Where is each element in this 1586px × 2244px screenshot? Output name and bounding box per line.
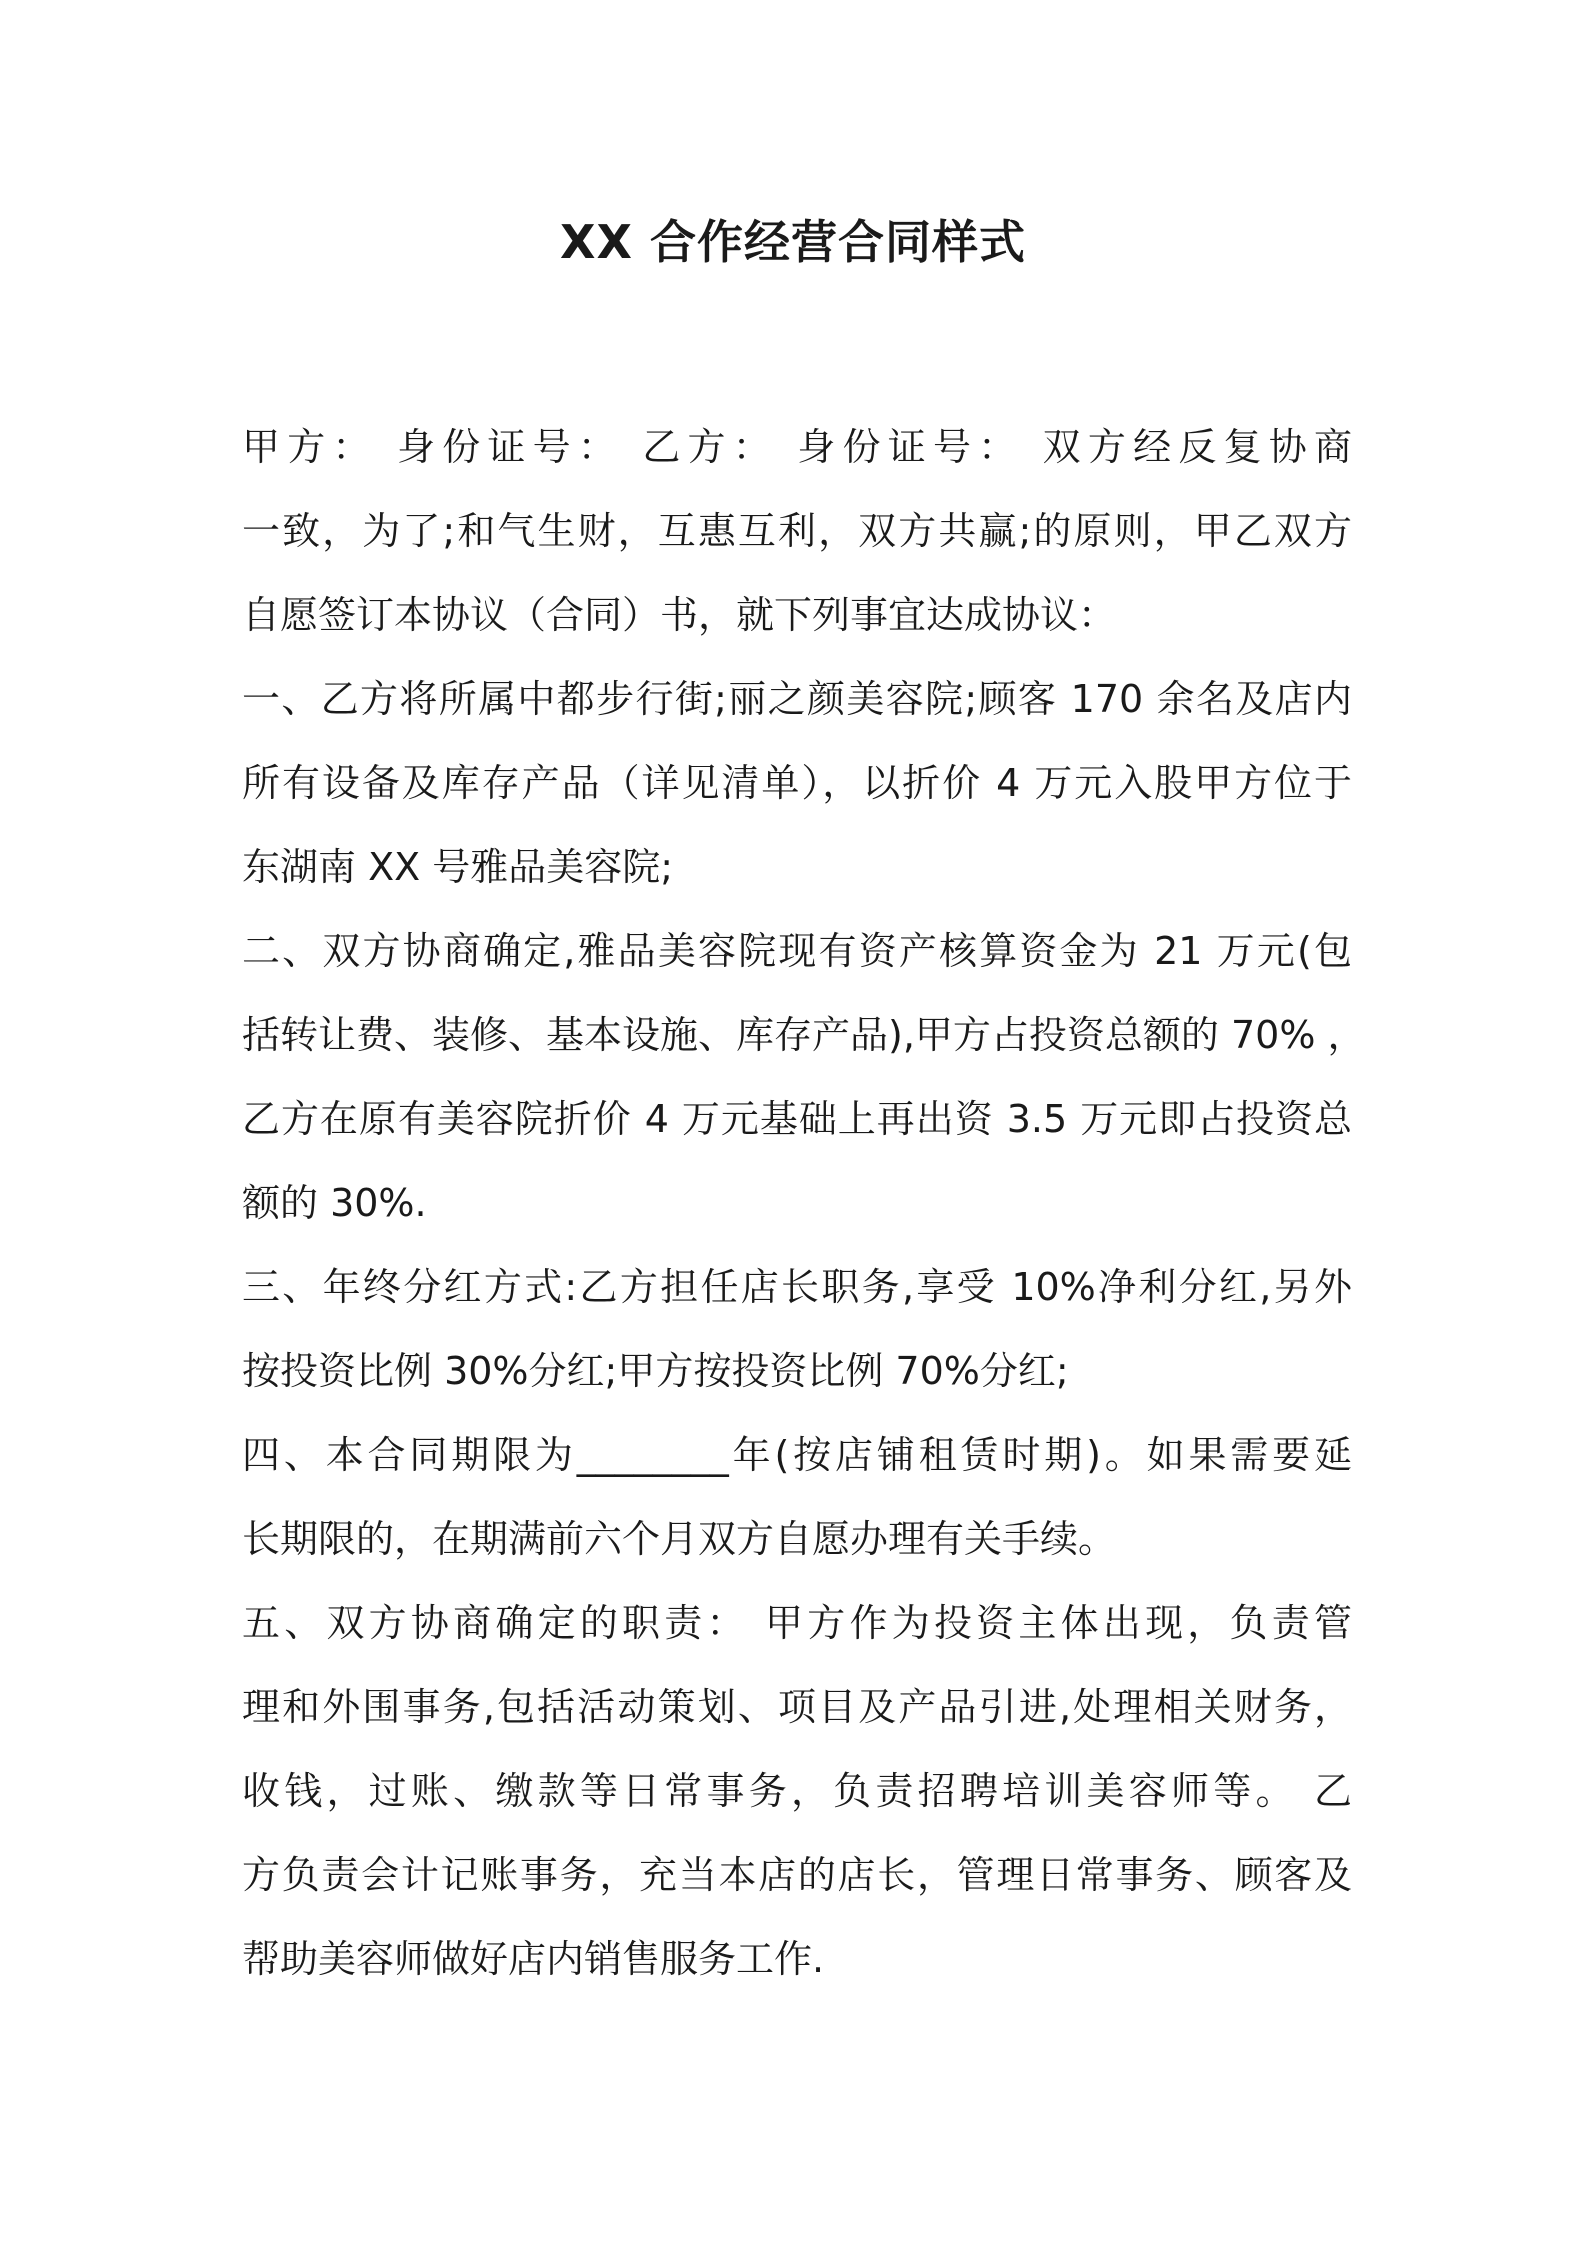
- paragraph-line: 括转让费、装修、基本设施、库存产品),甲方占投资总额的 70% ，: [242, 1013, 1366, 1057]
- paragraph-line: 按投资比例 30%分红;甲方按投资比例 70%分红;: [242, 1349, 1069, 1393]
- paragraph-line: 长期限的，在期满前六个月双方自愿办理有关手续。: [242, 1517, 1117, 1561]
- paragraph-line: 一、乙方将所属中都步行街;丽之颜美容院;顾客 170 余名及店内: [242, 677, 1352, 721]
- document-title: XX 合作经营合同样式: [560, 215, 1026, 269]
- paragraph-line: 方负责会计记账事务，充当本店的店长，管理日常事务、顾客及: [242, 1853, 1352, 1897]
- paragraph-line: 自愿签订本协议（合同）书，就下列事宜达成协议：: [242, 593, 1117, 637]
- paragraph-line: 二、双方协商确定,雅品美容院现有资产核算资金为 21 万元(包: [242, 929, 1352, 973]
- paragraph-line: 东湖南 XX 号雅品美容院;: [242, 845, 674, 889]
- paragraph-line: 五、双方协商确定的职责： 甲方作为投资主体出现，负责管: [242, 1601, 1352, 1645]
- paragraph-line: 理和外围事务,包括活动策划、项目及产品引进,处理相关财务，: [242, 1685, 1352, 1729]
- paragraph-line: 所有设备及库存产品（详见清单），以折价 4 万元入股甲方位于: [242, 761, 1352, 805]
- contract-body: [242, 405, 1366, 2001]
- paragraph-line: 额的 30%.: [242, 1181, 427, 1225]
- paragraph-line: 收钱，过账、缴款等日常事务，负责招聘培训美容师等。 乙: [242, 1769, 1352, 1813]
- paragraph-line: 一致，为了;和气生财，互惠互利，双方共赢;的原则，甲乙双方: [242, 509, 1352, 553]
- paragraph-line: 三、年终分红方式:乙方担任店长职务,享受 10%净利分红,另外: [242, 1265, 1352, 1309]
- paragraph-line: 乙方在原有美容院折价 4 万元基础上再出资 3.5 万元即占投资总: [242, 1097, 1352, 1141]
- paragraph-line: 甲方： 身份证号： 乙方： 身份证号： 双方经反复协商: [242, 425, 1352, 469]
- paragraph-line: 帮助美容师做好店内销售服务工作.: [242, 1937, 825, 1981]
- paragraph-line: 四、本合同期限为________年(按店铺租赁时期)。如果需要延: [242, 1433, 1352, 1477]
